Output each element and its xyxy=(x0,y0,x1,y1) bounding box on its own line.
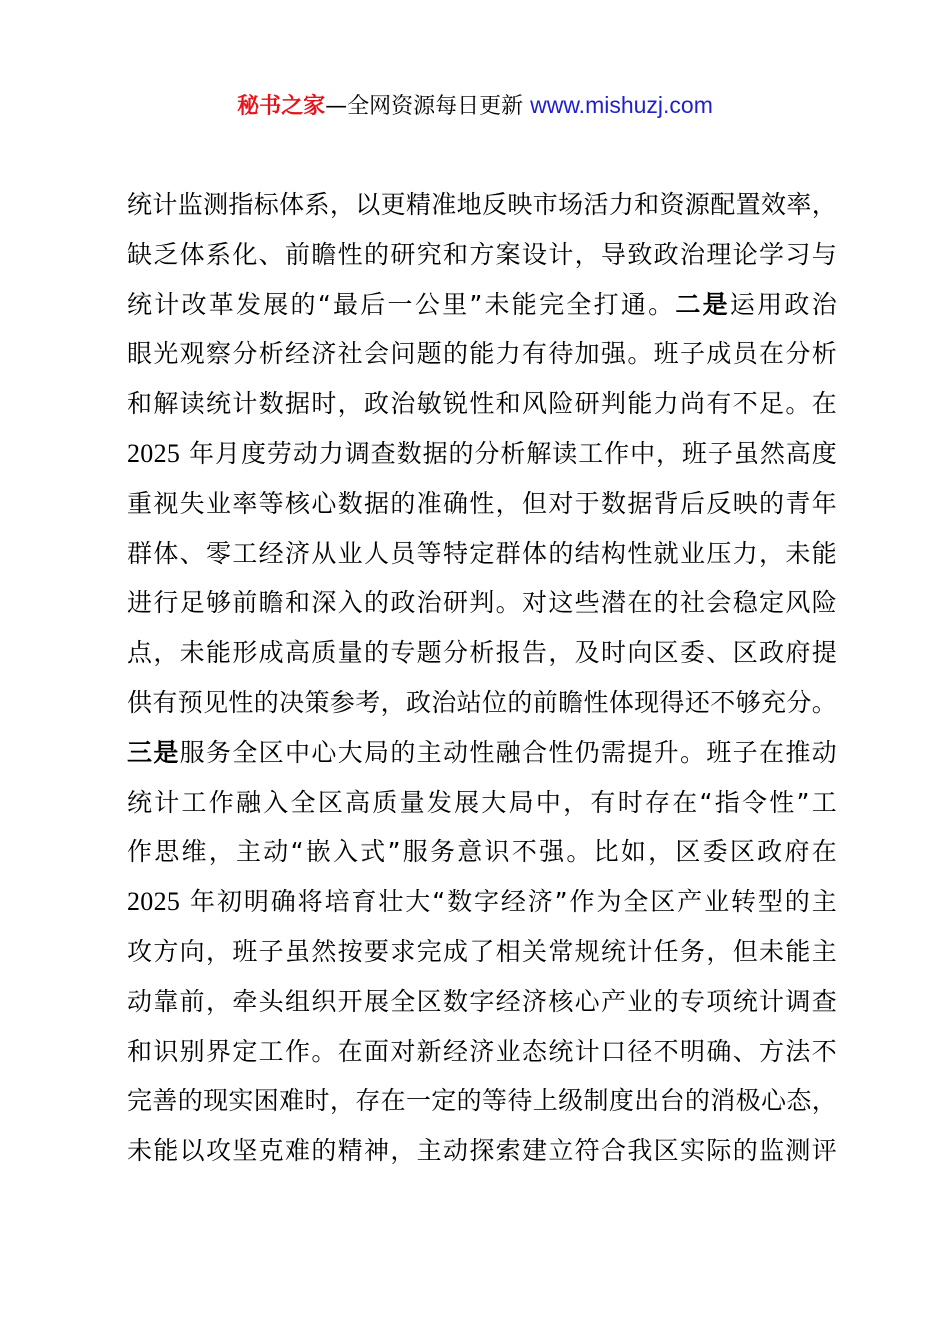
site-url-link[interactable]: www.mishuzj.com xyxy=(530,92,713,118)
text-segment: 统计改革发展的“最后一公里”未能完全打通。 xyxy=(127,289,676,319)
text-segment: 统计工作融入全区高质量发展大局中，有时存在“指令性”工 xyxy=(127,787,837,817)
header-tagline: —全网资源每日更新 xyxy=(325,94,531,119)
brand-name: 秘书之家 xyxy=(237,94,326,119)
text-line xyxy=(127,678,837,728)
text-segment: 统计监测指标体系，以更精准地反映市场活力和资源配置效率， xyxy=(127,190,837,219)
text-segment: 未能以攻坚克难的精神，主动探索建立符合我区实际的监测评 xyxy=(127,1136,837,1166)
text-line xyxy=(127,1126,837,1176)
text-line xyxy=(127,180,837,230)
text-line xyxy=(127,877,837,927)
text-segment: 年初明确将培育壮大“数字经济”作为全区产业转型的主 xyxy=(180,887,837,917)
text-line xyxy=(127,329,837,379)
text-line xyxy=(127,280,837,330)
text-segment: 完善的现实困难时，存在一定的等待上级制度出台的消极心态， xyxy=(127,1086,837,1116)
text-line xyxy=(127,778,837,828)
text-segment: 年月度劳动力调查数据的分析解读工作中，班子虽然高度 xyxy=(180,438,837,468)
text-segment: 进行足够前瞻和深入的政治研判。对这些潜在的社会稳定风险 xyxy=(127,588,837,618)
text-segment: 和解读统计数据时，政治敏锐性和风险研判能力尚有不足。在 xyxy=(127,389,837,419)
text-line xyxy=(127,1027,837,1077)
number-text: 2025 xyxy=(127,438,181,468)
text-segment: 重视失业率等核心数据的准确性，但对于数据背后反映的青年 xyxy=(127,488,837,518)
bold-marker: 二是 xyxy=(675,289,730,319)
text-line xyxy=(127,628,837,678)
text-segment: 供有预见性的决策参考，政治站位的前瞻性体现得还不够充分。 xyxy=(127,687,837,717)
text-line xyxy=(127,429,837,479)
text-line xyxy=(127,1076,837,1126)
text-segment: 和识别界定工作。在面对新经济业态统计口径不明确、方法不 xyxy=(127,1036,837,1066)
text-segment: 攻方向，班子虽然按要求完成了相关常规统计任务，但未能主 xyxy=(127,936,837,966)
document-body xyxy=(127,180,837,1176)
text-line xyxy=(127,230,837,280)
text-line xyxy=(127,827,837,877)
text-segment: 群体、零工经济从业人员等特定群体的结构性就业压力，未能 xyxy=(127,538,837,568)
text-line xyxy=(127,479,837,529)
text-line xyxy=(127,379,837,429)
text-line xyxy=(127,728,837,778)
text-segment: 眼光观察分析经济社会问题的能力有待加强。班子成员在分析 xyxy=(127,339,837,369)
text-line xyxy=(127,529,837,579)
bold-marker: 三是 xyxy=(127,737,180,767)
number-text: 2025 xyxy=(127,887,181,917)
text-segment: 作思维，主动“嵌入式”服务意识不强。比如，区委区政府在 xyxy=(127,837,837,867)
text-segment: 缺乏体系化、前瞻性的研究和方案设计，导致政治理论学习与 xyxy=(127,239,837,269)
text-segment: 服务全区中心大局的主动性融合性仍需提升。班子在推动 xyxy=(179,737,837,767)
text-line xyxy=(127,977,837,1027)
page-header xyxy=(0,90,950,122)
text-line xyxy=(127,927,837,977)
text-segment: 动靠前，牵头组织开展全区数字经济核心产业的专项统计调查 xyxy=(127,986,837,1016)
text-line xyxy=(127,578,837,628)
text-segment: 点，未能形成高质量的专题分析报告，及时向区委、区政府提 xyxy=(127,638,837,668)
text-segment: 运用政治 xyxy=(729,289,837,319)
